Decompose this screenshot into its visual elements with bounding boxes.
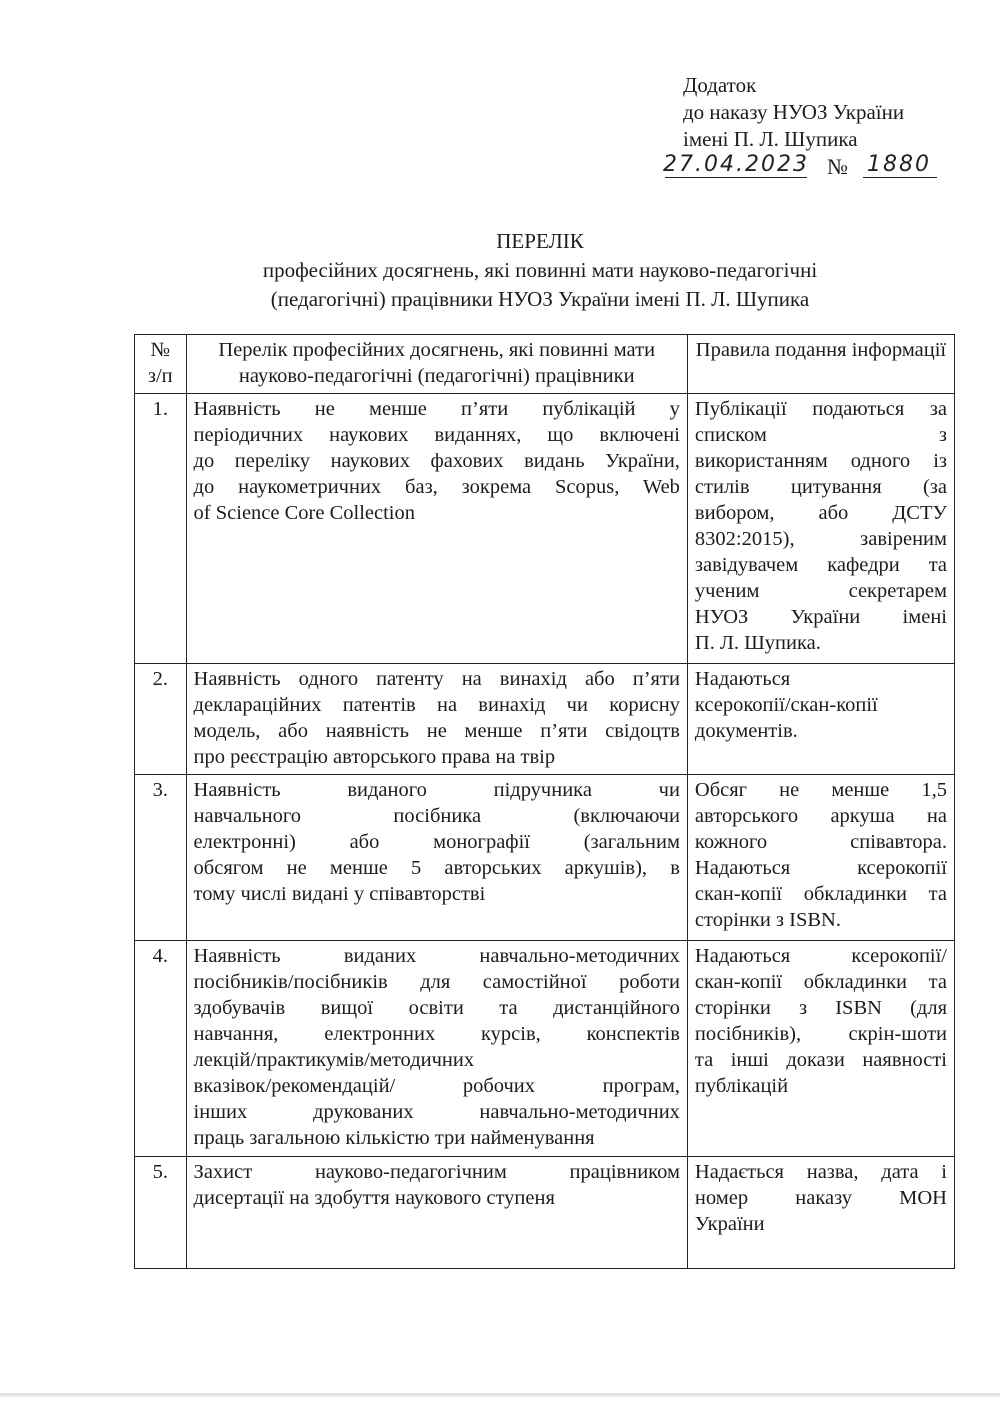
header-achievements: Перелік професійних досягнень, які повинні мати науково-педагогічні (педагогічні) працівники	[186, 335, 687, 394]
achievement-line: електронні) або монографії (загальним	[193, 831, 680, 853]
rule-line: Надається назва, дата і	[694, 1161, 947, 1183]
achievement-line: тому числі видані у співавторстві	[193, 883, 486, 905]
title-subtitle-line-2: (педагогічні) працівники НУОЗ України імені П. Л. Шупика	[270, 287, 810, 311]
table-row	[135, 394, 955, 664]
rule-cell	[687, 1157, 954, 1269]
achievement-line: деклараційних патентів на винахід чи корисну	[193, 694, 680, 716]
achievement-line: посібників/посібників для самостійної роботи	[193, 971, 680, 993]
rule-line: публікацій	[694, 1075, 789, 1097]
title-subtitle-line-1: професійних досягнень, які повинні мати науково-педагогічні	[262, 258, 818, 282]
achievements-table	[134, 334, 955, 1269]
rule-line: документів.	[694, 720, 798, 742]
achievement-line: Наявність виданого підручника чи	[193, 779, 680, 801]
achievement-line: Наявність одного патенту на винахід або п’яти	[193, 668, 680, 690]
achievement-line: навчання, електронних курсів, конспектів	[193, 1023, 680, 1045]
rule-line: завідувачем кафедри та	[694, 554, 947, 576]
table-row	[135, 775, 955, 941]
table-row	[135, 664, 955, 775]
achievement-line: модель, або наявність не менше п’яти свідоцтв	[193, 720, 680, 742]
rule-line: списком з	[694, 424, 947, 446]
order-date-handwritten: 27.04.2023	[663, 152, 809, 177]
table-row	[135, 1157, 955, 1269]
row-number: 4.	[135, 941, 187, 1157]
annex-line-1: Додаток	[683, 73, 757, 97]
order-date-number	[663, 152, 931, 183]
rule-line: вибором, або ДСТУ	[694, 502, 947, 524]
achievement-line: of Science Core Collection	[193, 502, 415, 524]
rule-line: Надаються	[694, 668, 791, 690]
achievement-line: Наявність виданих навчально-методичних	[193, 945, 680, 967]
number-underline	[863, 177, 937, 178]
rule-line: П. Л. Шупика.	[694, 632, 821, 654]
rule-line: ученим секретарем	[694, 580, 947, 602]
achievement-line: вказівок/рекомендацій/ робочих програм,	[193, 1075, 680, 1097]
achievement-line: про реєстрацію авторського права на твір	[193, 746, 556, 768]
rule-cell	[687, 941, 954, 1157]
rule-cell	[687, 664, 954, 775]
achievement-cell	[186, 1157, 687, 1269]
title-heading: ПЕРЕЛІК	[496, 229, 584, 253]
achievement-line: дисертації на здобуття наукового ступеня	[193, 1187, 555, 1209]
rule-line: скан-копії обкладинки та	[694, 971, 947, 993]
rule-line: посібників), скрін-шоти	[694, 1023, 947, 1045]
table-header-row	[135, 335, 955, 394]
rule-line: кожного співавтора.	[694, 831, 947, 853]
achievement-line: інших друкованих навчально-методичних	[193, 1101, 680, 1123]
achievement-line: навчального посібника (включаючи	[193, 805, 680, 827]
annex-line-2: до наказу НУОЗ України	[683, 100, 905, 124]
achievement-line: Наявність не менше п’яти публікацій у	[193, 398, 680, 420]
rule-line: авторського аркуша на	[694, 805, 947, 827]
order-number-handwritten: 1880	[867, 152, 931, 177]
rule-line: сторінки з ISBN (для	[694, 997, 947, 1019]
achievement-cell	[186, 775, 687, 941]
rule-line: 8302:2015), завіреним	[694, 528, 947, 550]
row-number: 1.	[135, 394, 187, 664]
date-underline	[665, 177, 807, 178]
achievement-line: Захист науково-педагогічним працівником	[193, 1161, 680, 1183]
achievement-line: до переліку наукових фахових видань України,	[193, 450, 680, 472]
achievement-cell	[186, 664, 687, 775]
rule-cell	[687, 394, 954, 664]
table-body	[135, 394, 955, 1269]
rule-line: номер наказу МОН	[694, 1187, 947, 1209]
achievement-line: до наукометричних баз, зокрема Scopus, Web	[193, 476, 680, 498]
document-title	[130, 227, 950, 314]
achievement-cell	[186, 941, 687, 1157]
achievement-line: періодичних наукових виданнях, що включені	[193, 424, 680, 446]
achievement-line: лекцій/практикумів/методичних	[193, 1049, 475, 1071]
rule-line: України	[694, 1213, 765, 1235]
rule-line: скан-копії обкладинки та	[694, 883, 947, 905]
rule-line: стилів цитування (за	[694, 476, 947, 498]
achievement-cell	[186, 394, 687, 664]
row-number: 2.	[135, 664, 187, 775]
header-rules: Правила подання інформації	[687, 335, 954, 394]
header-number: № з/п	[135, 335, 187, 394]
annex-line-3: імені П. Л. Шупика	[683, 127, 858, 151]
row-number: 5.	[135, 1157, 187, 1269]
rule-line: Надаються ксерокопії/	[694, 945, 947, 967]
rule-line: Обсяг не менше 1,5	[694, 779, 947, 801]
scan-edge	[0, 1393, 1000, 1397]
achievement-line: обсягом не менше 5 авторських аркушів), в	[193, 857, 680, 879]
rule-line: та інші докази наявності	[694, 1049, 947, 1071]
annex-block	[663, 72, 931, 183]
rule-line: Публікації подаються за	[694, 398, 947, 420]
rule-line: сторінки з ISBN.	[694, 909, 841, 931]
rule-cell	[687, 775, 954, 941]
row-number: 3.	[135, 775, 187, 941]
rule-line: Надаються ксерокопії	[694, 857, 947, 879]
achievement-line: здобувачів вищої освіти та дистанційного	[193, 997, 680, 1019]
achievement-line: праць загальною кількістю три найменування	[193, 1127, 595, 1149]
rule-line: ксерокопії/скан-копії	[694, 694, 878, 716]
rule-line: використанням одного із	[694, 450, 947, 472]
table-row	[135, 941, 955, 1157]
number-sign: №	[827, 154, 848, 179]
rule-line: НУОЗ України імені	[694, 606, 947, 628]
